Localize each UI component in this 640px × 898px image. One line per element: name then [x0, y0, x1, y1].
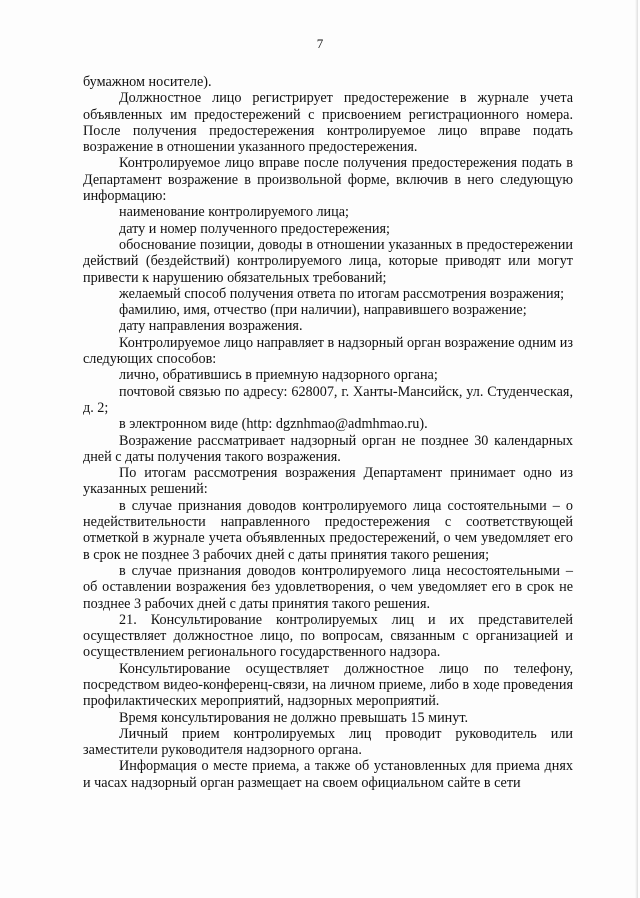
document-body	[83, 74, 573, 791]
paragraph: Время консультирования не должно превышать 15 минут.	[119, 709, 469, 726]
paragraph: Возражение рассматривает надзорный орган не позднее 30 календарных дней с даты получения такого возражения.	[83, 432, 573, 465]
paragraph: Контролируемое лицо вправе после получения предостережения подать в Департамент возражение в произвольной форме, включив в него следующую информацию:	[83, 155, 573, 205]
paragraph: лично, обратившись в приемную надзорного органа;	[119, 367, 438, 384]
paragraph: в электронном виде (http: dgznhmao@admhmao.ru).	[119, 416, 428, 433]
paragraph: обоснование позиции, доводы в отношении указанных в предостережении действий (бездействий) контролируемого лица, которые приводят или могут привести к нарушению обязательных требований;	[83, 236, 573, 286]
paragraph: дату направления возражения.	[119, 318, 303, 335]
paragraph: Информация о месте приема, а также об установленных для приема днях и часах надзорный орган размещает на своем официальном сайте в сети	[83, 758, 573, 791]
paragraph: бумажном носителе).	[83, 74, 212, 90]
paragraph: желаемый способ получения ответа по итогам рассмотрения возражения;	[119, 285, 565, 302]
paragraph: в случае признания доводов контролируемого лица состоятельными – о недействительности направленного предостережения с соответствующей отметкой в журнале учета объявленных предостережений, о чем уведомляет его в срок не позднее 3 рабочих дней с даты принятия такого решения;	[83, 497, 573, 563]
paragraph: Должностное лицо регистрирует предостережение в журнале учета объявленных им предостережений с присвоением регистрационного номера. После получения предостережения контролируемое лицо вправе подать возражение в отношении указанного предостережения.	[83, 90, 573, 156]
paragraph: Консультирование осуществляет должностное лицо по телефону, посредством видео-конференц-связи, на личном приеме, либо в ходе проведения профилактических мероприятий, надзорных мероприятий.	[83, 660, 573, 710]
paragraph: наименование контролируемого лица;	[119, 204, 349, 221]
paragraph: дату и номер полученного предостережения;	[119, 220, 390, 237]
page-number: 7	[316, 36, 324, 51]
scan-edge-shadow	[635, 0, 638, 898]
paragraph: Контролируемое лицо направляет в надзорный орган возражение одним из следующих способов:	[83, 334, 573, 368]
paragraph: Личный прием контролируемых лиц проводит руководитель или заместители руководителя надзорного органа.	[83, 725, 573, 759]
paragraph: 21. Консультирование контролируемых лиц и их представителей осуществляет должностное лицо, по вопросам, связанным с организацией и осуществлением регионального государственного надзора.	[83, 611, 573, 661]
paragraph: По итогам рассмотрения возражения Департамент принимает одно из указанных решений:	[83, 465, 573, 498]
paragraph: фамилию, имя, отчество (при наличии), направившего возражение;	[119, 302, 527, 319]
paragraph: почтовой связью по адресу: 628007, г. Ханты-Мансийск, ул. Студенческая, д. 2;	[83, 383, 573, 416]
paragraph: в случае признания доводов контролируемого лица несостоятельными – об оставлении возражения без удовлетворения, о чем уведомляет его в срок не позднее 3 рабочих дней с даты принятия такого решения.	[83, 562, 573, 612]
